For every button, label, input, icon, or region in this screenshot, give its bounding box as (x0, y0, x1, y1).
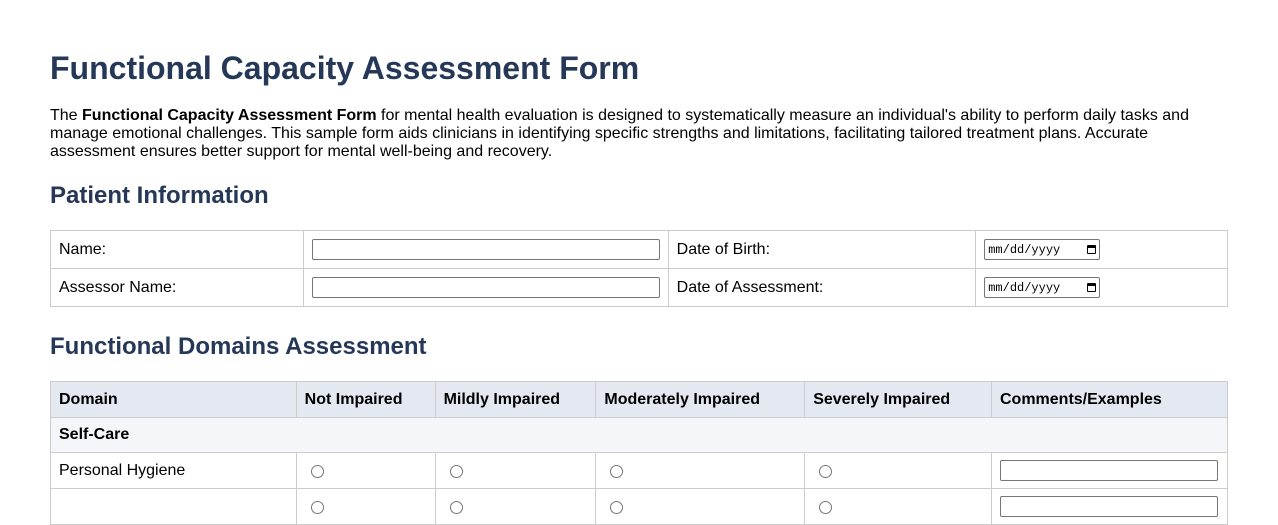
comment-input[interactable] (1000, 496, 1218, 517)
radio-not-impaired[interactable] (311, 465, 324, 478)
assessor-cell (303, 269, 668, 307)
intro-bold: Functional Capacity Assessment Form (82, 107, 377, 124)
table-row (51, 489, 1228, 525)
radio-moderately-impaired[interactable] (610, 501, 623, 514)
table-row (51, 453, 1228, 489)
intro-prefix: The (50, 107, 83, 124)
radio-cell (296, 453, 435, 489)
doa-input[interactable] (984, 277, 1100, 298)
name-cell (303, 231, 668, 269)
col-not-impaired: Not Impaired (296, 382, 435, 418)
doa-label: Date of Assessment: (668, 269, 976, 307)
intro-suffix: for mental health evaluation is designed to systematically measure an individual's ability to perform daily tasks and manage emotional challenges. This sample form aids clinicians in identifying specific strengths and limitations, facilitating tailored treatment plans. Accurate assessment ensures better support for mental well-being and recovery. (50, 107, 1189, 160)
radio-cell (596, 453, 805, 489)
dob-label: Date of Birth: (668, 231, 976, 269)
calendar-icon[interactable] (1087, 283, 1096, 292)
radio-severely-impaired[interactable] (819, 465, 832, 478)
domain-label (51, 489, 297, 525)
intro-paragraph (50, 107, 1210, 161)
page-title: Functional Capacity Assessment Form (50, 50, 640, 86)
patient-row-1 (51, 231, 1228, 269)
col-domain: Domain (51, 382, 297, 418)
dob-placeholder: mm/dd/yyyy (988, 242, 1061, 257)
comment-cell (991, 453, 1227, 489)
patient-info-table (50, 230, 1228, 307)
assessor-label: Assessor Name: (51, 269, 304, 307)
section-label: Self-Care (51, 418, 1228, 453)
radio-cell (435, 489, 596, 525)
name-label: Name: (51, 231, 304, 269)
patient-row-2 (51, 269, 1228, 307)
assessor-input[interactable] (312, 277, 660, 298)
col-moderately-impaired: Moderately Impaired (596, 382, 805, 418)
doa-cell (976, 269, 1228, 307)
col-mildly-impaired: Mildly Impaired (435, 382, 596, 418)
domains-heading: Functional Domains Assessment (50, 333, 427, 360)
domains-header-row (51, 382, 1228, 418)
radio-moderately-impaired[interactable] (610, 465, 623, 478)
radio-mildly-impaired[interactable] (450, 501, 463, 514)
radio-not-impaired[interactable] (311, 501, 324, 514)
col-severely-impaired: Severely Impaired (805, 382, 992, 418)
radio-cell (805, 453, 992, 489)
radio-cell (805, 489, 992, 525)
comment-cell (991, 489, 1227, 525)
radio-severely-impaired[interactable] (819, 501, 832, 514)
section-row-self-care (51, 418, 1228, 453)
domain-label: Personal Hygiene (51, 453, 297, 489)
patient-info-heading: Patient Information (50, 182, 269, 209)
radio-cell (596, 489, 805, 525)
domains-table (50, 381, 1228, 525)
doa-placeholder: mm/dd/yyyy (988, 280, 1061, 295)
comment-input[interactable] (1000, 460, 1218, 481)
dob-input[interactable] (984, 239, 1100, 260)
calendar-icon[interactable] (1087, 245, 1096, 254)
radio-mildly-impaired[interactable] (450, 465, 463, 478)
col-comments: Comments/Examples (991, 382, 1227, 418)
radio-cell (296, 489, 435, 525)
radio-cell (435, 453, 596, 489)
dob-cell (976, 231, 1228, 269)
name-input[interactable] (312, 239, 660, 260)
